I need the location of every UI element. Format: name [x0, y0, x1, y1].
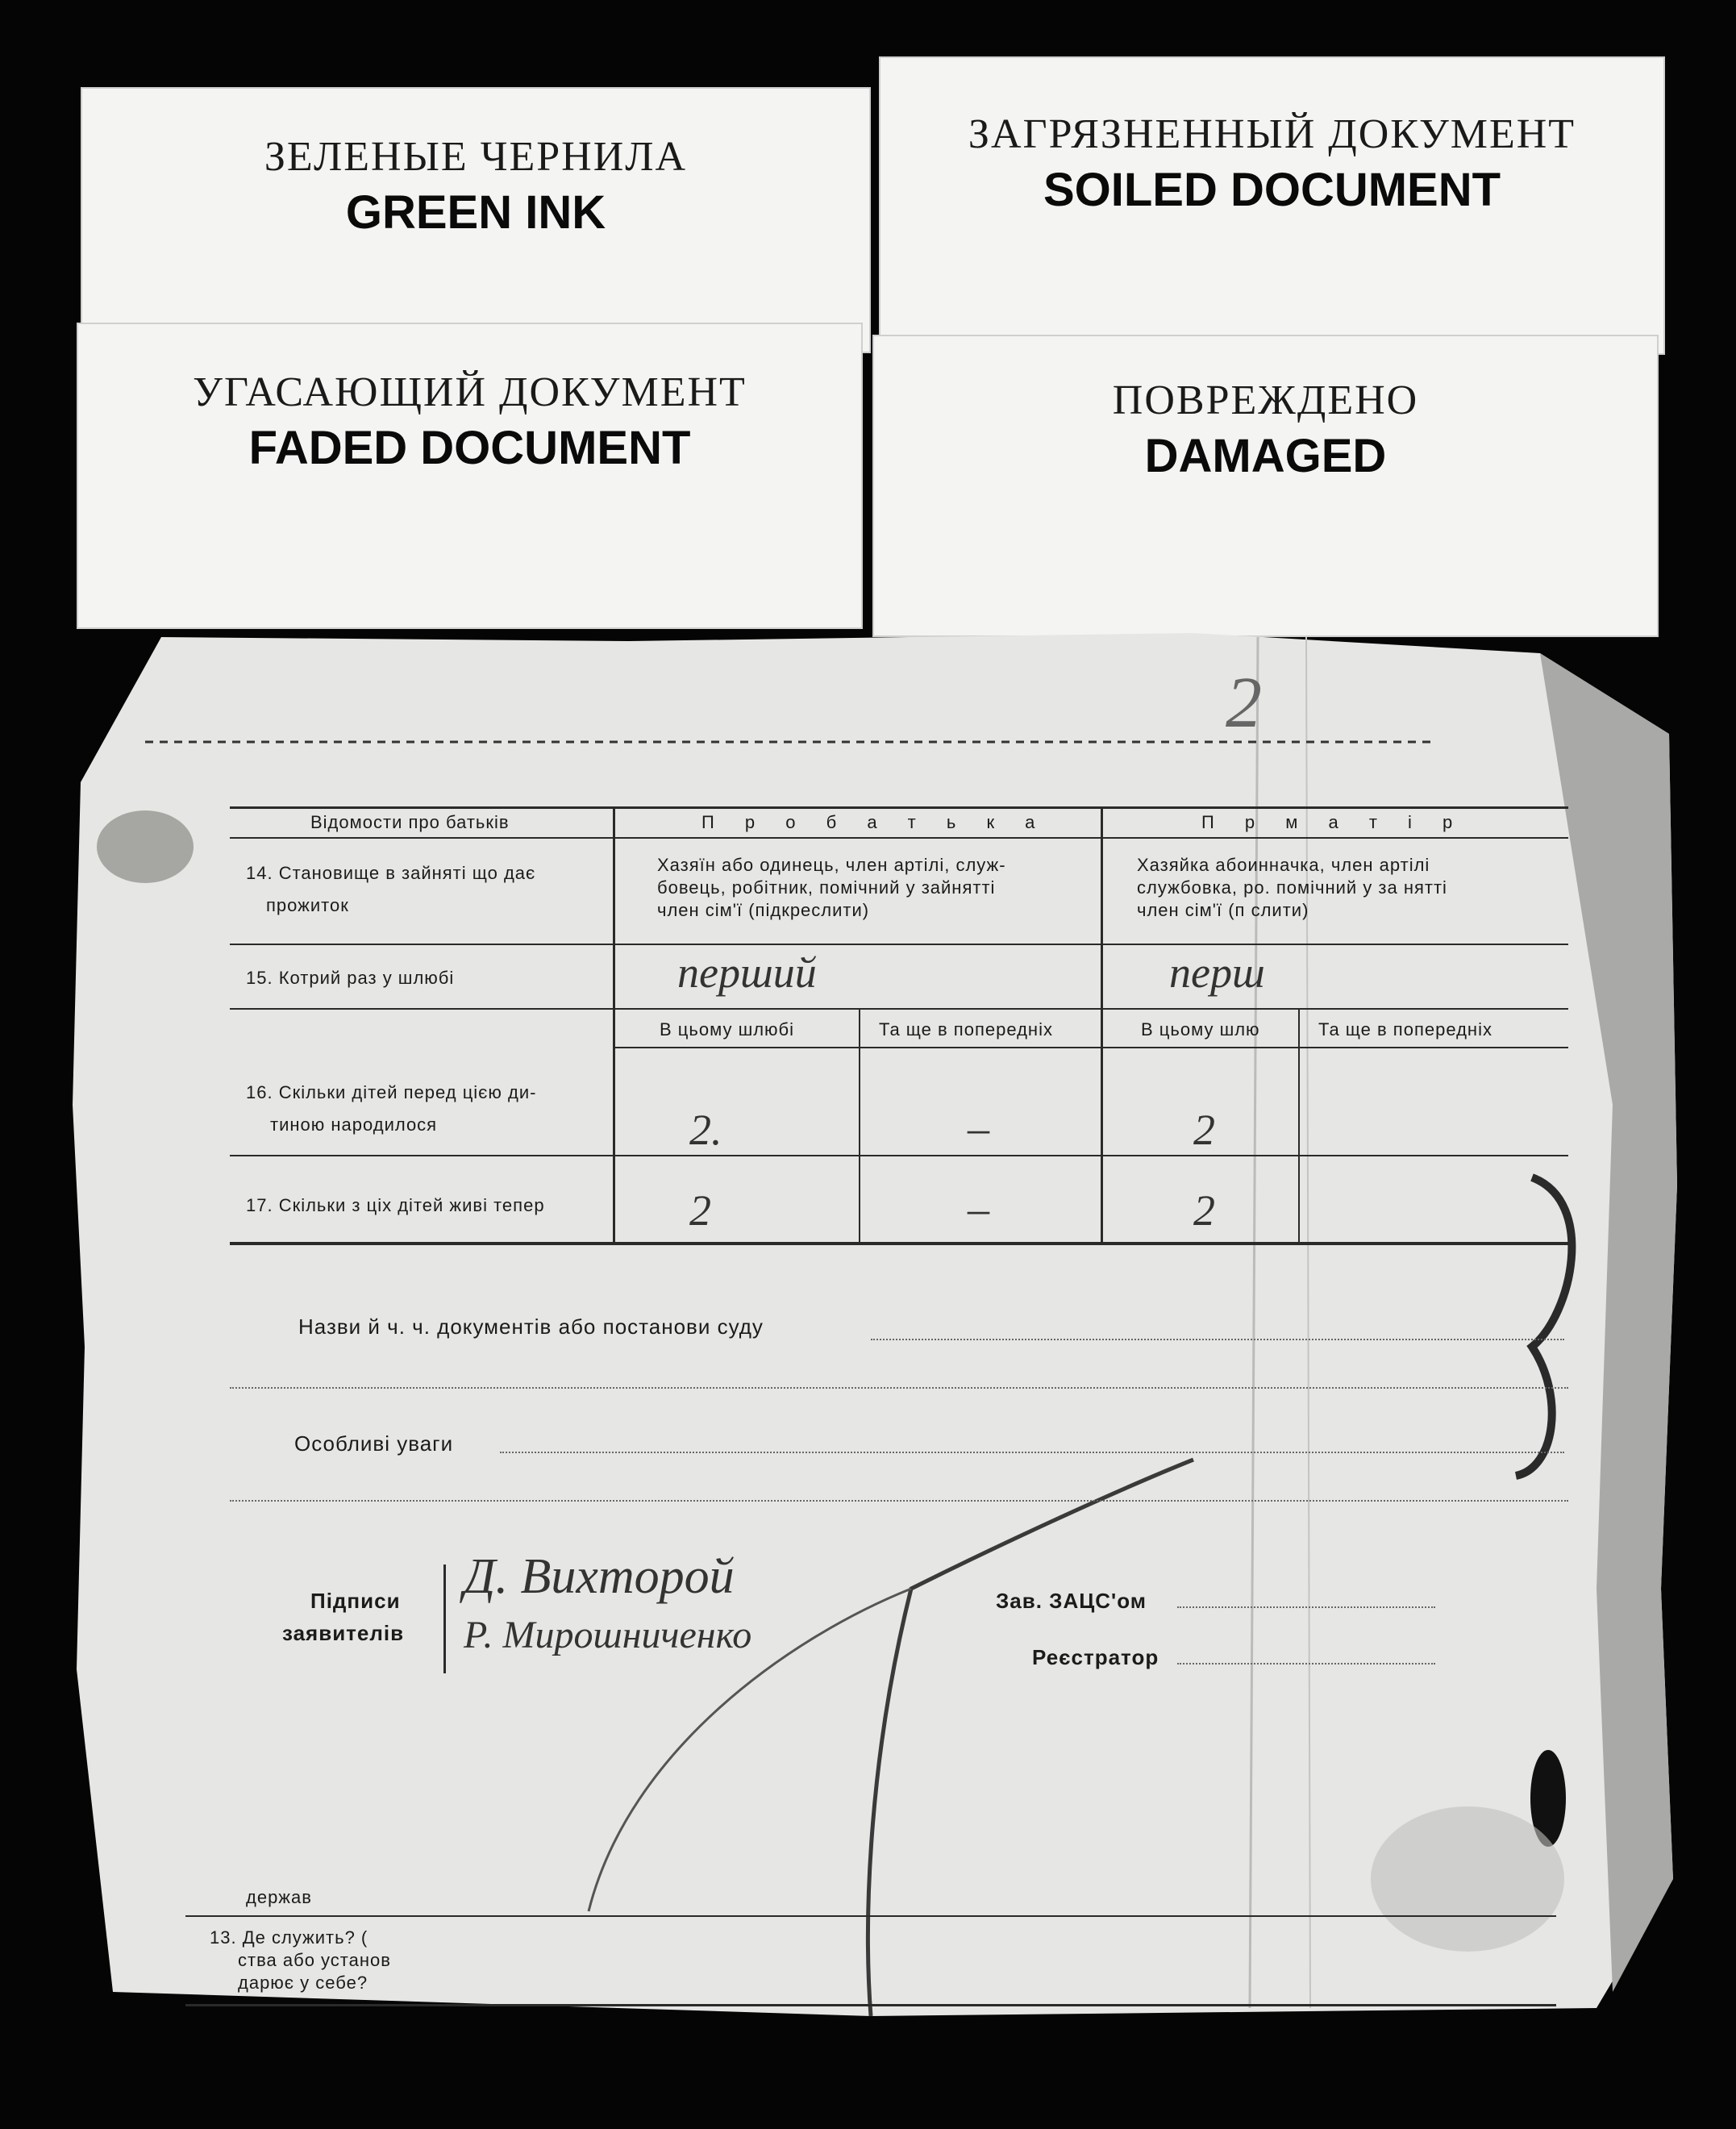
row14-father-3: член сім'ї (підкреслити)	[657, 900, 870, 920]
label-soiled-en: SOILED DOCUMENT	[1043, 164, 1501, 216]
header-mother: П р м а т і р	[1201, 812, 1466, 832]
registrar-label: Реєстратор	[1032, 1645, 1159, 1669]
remarks-line-1	[500, 1452, 1564, 1453]
subheader-previous-m: Та ще в попередніх	[1318, 1019, 1492, 1040]
bottom-row13-1: 13. Де служить? (	[210, 1927, 368, 1948]
row16-father-this: 2.	[689, 1106, 722, 1154]
header-father: П р о б а т ь к а	[701, 812, 1048, 832]
row14-mother-1: Хазяйка абоинначка, член артілі	[1137, 855, 1430, 875]
label-green-ink-ru: ЗЕЛЕНЫЕ ЧЕРНИЛА	[264, 134, 688, 180]
rule-after-row16	[230, 1155, 1568, 1156]
signature-2: Р. Мирошниченко	[464, 1614, 752, 1656]
row15-label: 15. Котрий раз у шлюбі	[246, 968, 455, 988]
page-number: 2	[1226, 663, 1263, 743]
row14-father-1: Хазяїн або одинець, член артілі, служ-	[657, 855, 1006, 875]
subheader-this-marriage-f: В цьому шлюбі	[660, 1019, 795, 1040]
rule-after-row15	[230, 1008, 1568, 1010]
row17-label: 17. Скільки з ціх дітей живі тепер	[246, 1195, 545, 1215]
label-damaged-en: DAMAGED	[1144, 430, 1387, 482]
label-damaged	[872, 335, 1659, 637]
col-divider-m	[1298, 1008, 1300, 1242]
row16-father-prev: –	[968, 1104, 989, 1152]
label-soiled-ru: ЗАГРЯЗНЕННЫЙ ДОКУМЕНТ	[968, 111, 1576, 157]
row16-mother-this: 2	[1193, 1106, 1215, 1154]
row16-label-1: 16. Скільки дітей перед цією ди-	[246, 1082, 537, 1102]
row14-label-1: 14. Становище в зайняті що дає	[246, 863, 536, 883]
signatures-label-2: заявителів	[282, 1621, 405, 1645]
label-faded-ru: УГАСАЮЩИЙ ДОКУМЕНТ	[193, 369, 747, 415]
rule-after-header	[230, 837, 1568, 839]
table-top-rule	[230, 806, 1568, 809]
row16-label-2: тиною народилося	[270, 1114, 438, 1135]
row17-mother-this: 2	[1193, 1186, 1215, 1235]
label-faded-en: FADED DOCUMENT	[248, 422, 691, 474]
remarks-label: Особливі уваги	[294, 1431, 454, 1456]
label-green-ink	[81, 87, 871, 353]
signatures-label-1: Підписи	[310, 1589, 401, 1613]
documents-label: Назви й ч. ч. документів або постанови суду	[298, 1314, 764, 1339]
signature-1: Д. Вихторой	[464, 1549, 735, 1604]
bottom-fragment-rule	[185, 1915, 1556, 1917]
col-divider-1	[613, 806, 615, 1242]
signatures-bracket	[443, 1564, 446, 1673]
damaged-form-sheet	[65, 621, 1685, 2024]
row17-father-this: 2	[689, 1186, 711, 1235]
row14-label-2: прожиток	[266, 895, 349, 915]
documents-line-2	[230, 1387, 1568, 1389]
table-bottom-rule	[230, 1242, 1568, 1245]
label-faded-document	[77, 323, 863, 629]
label-soiled-document	[879, 56, 1665, 355]
registrar-line	[1177, 1663, 1435, 1664]
rule-after-row14	[230, 944, 1568, 945]
head-of-office-line	[1177, 1606, 1435, 1608]
subheader-previous-f: Та ще в попередніх	[879, 1019, 1053, 1040]
row14-mother-3: член сім'ї (п слити)	[1137, 900, 1309, 920]
col-divider-2	[1101, 806, 1103, 1242]
row14-father-2: бовець, робітник, помічний у зайнятті	[657, 877, 996, 898]
label-green-ink-en: GREEN INK	[345, 186, 606, 239]
header-parents: Відомости про батьків	[310, 812, 510, 832]
subheader-this-marriage-m: В цьому шлю	[1141, 1019, 1260, 1040]
bottom-row13-3: дарює у себе?	[238, 1973, 368, 1993]
bottom-rule	[185, 2004, 1556, 2006]
col-divider-f	[859, 1008, 860, 1242]
row15-father-value: перший	[677, 948, 817, 997]
row15-mother-value: перш	[1169, 948, 1265, 997]
documents-line-1	[871, 1339, 1564, 1340]
rule-after-subheader	[613, 1047, 1568, 1048]
remarks-line-2	[230, 1500, 1568, 1502]
bottom-row13-2: ства або установ	[238, 1950, 391, 1970]
head-of-office-label: Зав. ЗАЦС'ом	[996, 1589, 1147, 1613]
row17-father-prev: –	[968, 1185, 989, 1233]
row14-mother-2: службовка, ро. помічний у за нятті	[1137, 877, 1447, 898]
bottom-fragment: держав	[246, 1887, 312, 1907]
label-damaged-ru: ПОВРЕЖДЕНО	[1112, 377, 1419, 423]
